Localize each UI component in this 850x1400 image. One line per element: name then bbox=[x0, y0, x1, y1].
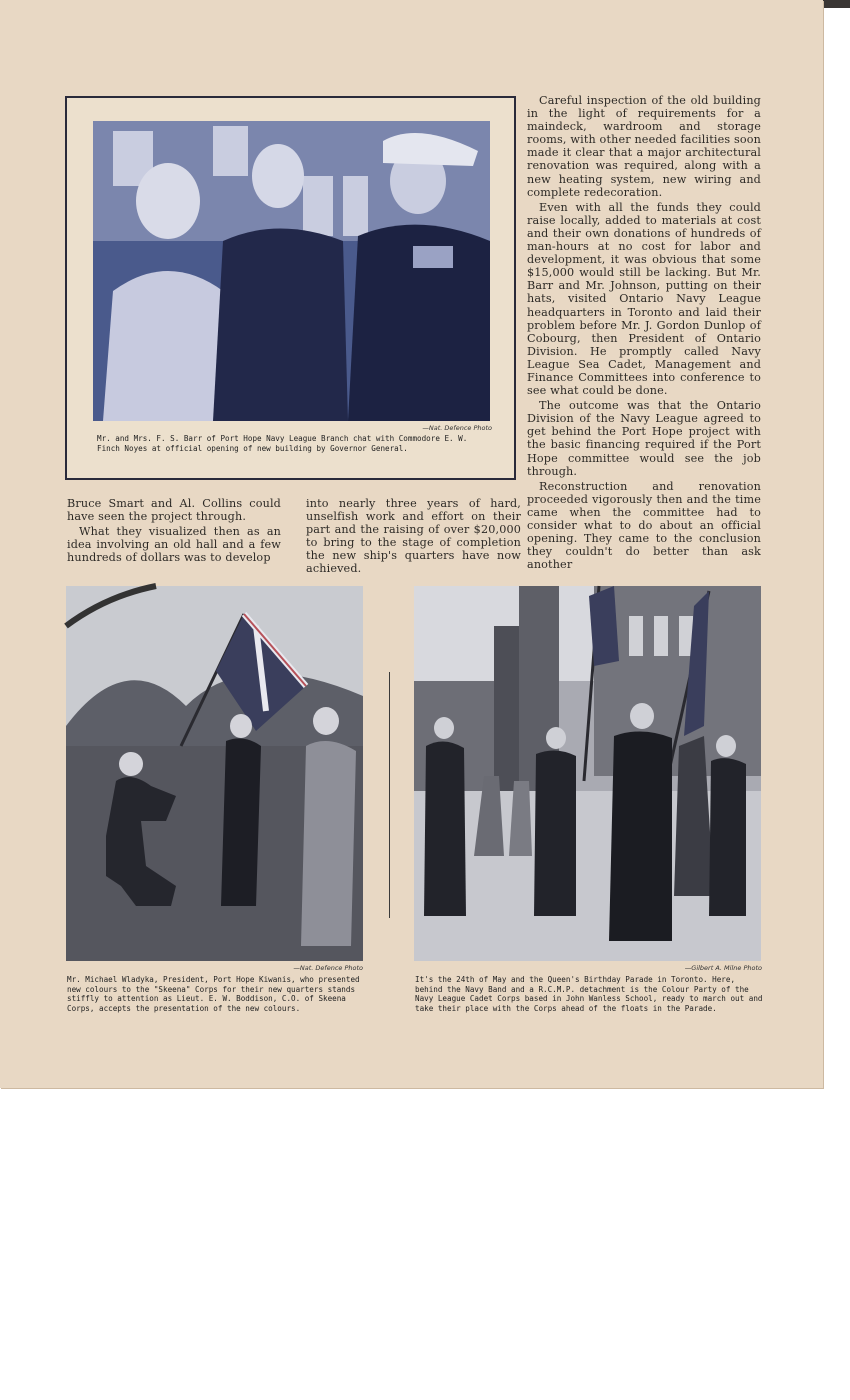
bottom-right-caption: It's the 24th of May and the Queen's Birthday Parade in Toronto. Here, behind the Navy Band and a R.C.M.P. detachment is the Colour Party of the Navy League Cadet Corps based in John Wanless School, ready to march out and take their place with the Corps ahead of the floats in the Parade. bbox=[415, 975, 763, 1013]
left-column-text bbox=[67, 497, 281, 565]
top-photo-credit: —Nat. Defence Photo bbox=[422, 424, 492, 432]
right-paragraph: Careful inspection of the old building in the light of requirements for a maindeck, wardroom and storage rooms, with other needed facilities soon made it clear that a major architectural renovation was required, along with a new heating system, new wiring and complete redecoration. bbox=[527, 94, 761, 199]
top-photo-frame bbox=[65, 96, 516, 480]
bottom-left-caption: Mr. Michael Wladyka, President, Port Hope Kiwanis, who presented new colours to the "Skeena" Corps for their new quarters stands stiffly to attention as Lieut. E. W. Boddison, C.O. of Skeena Corps, accepts the presentation of the new colours. bbox=[67, 975, 360, 1013]
top-photo-caption: Mr. and Mrs. F. S. Barr of Port Hope Navy League Branch chat with Commodore E. W. Finch Noyes at official opening of new building by Governor General. bbox=[97, 434, 468, 453]
middle-column-text bbox=[306, 497, 521, 576]
right-paragraph: Reconstruction and renovation proceeded vigorously then and the time came when the committee had to consider what to do about an official opening. They came to the conclusion they couldn't do better than ask another bbox=[527, 479, 761, 572]
right-paragraph: Even with all the funds they could raise locally, added to materials at cost and their own donations of hundreds of man-hours at no cost for labor and development, it was obvious that some $15,000 would still be lacking. But Mr. Barr and Mr. Johnson, putting on their hats, visited Ontario Navy League headquarters in Toronto and laid their problem before Mr. J. Gordon Dunlop of Cobourg, then President of Ontario Division. He promptly called Navy League Sea Cadet, Management and Finance Committees into conference to see what could be done. bbox=[527, 200, 761, 398]
column-divider bbox=[389, 672, 390, 918]
left-lead: Bruce Smart and Al. Collins could have seen the project through. bbox=[67, 497, 281, 524]
bottom-left-photo bbox=[66, 586, 363, 961]
right-column-text bbox=[527, 94, 761, 572]
middle-paragraph: into nearly three years of hard, unselfish work and effort on their part and the raising of over $20,000 to bring to the stage of completion the new ship's quarters have now achieved. bbox=[306, 497, 521, 576]
right-paragraph: The outcome was that the Ontario Division of the Navy League agreed to get behind the Port Hope project with the basic financing required if the Port Hope committee would see the job through. bbox=[527, 399, 761, 478]
bottom-right-photo bbox=[414, 586, 761, 961]
left-paragraph: What they visualized then as an idea involving an old hall and a few hundreds of dollars was to develop bbox=[67, 525, 281, 565]
top-photo bbox=[93, 121, 490, 421]
bottom-right-credit: —Gilbert A. Milne Photo bbox=[684, 964, 762, 972]
bottom-left-credit: —Nat. Defence Photo bbox=[293, 964, 363, 972]
